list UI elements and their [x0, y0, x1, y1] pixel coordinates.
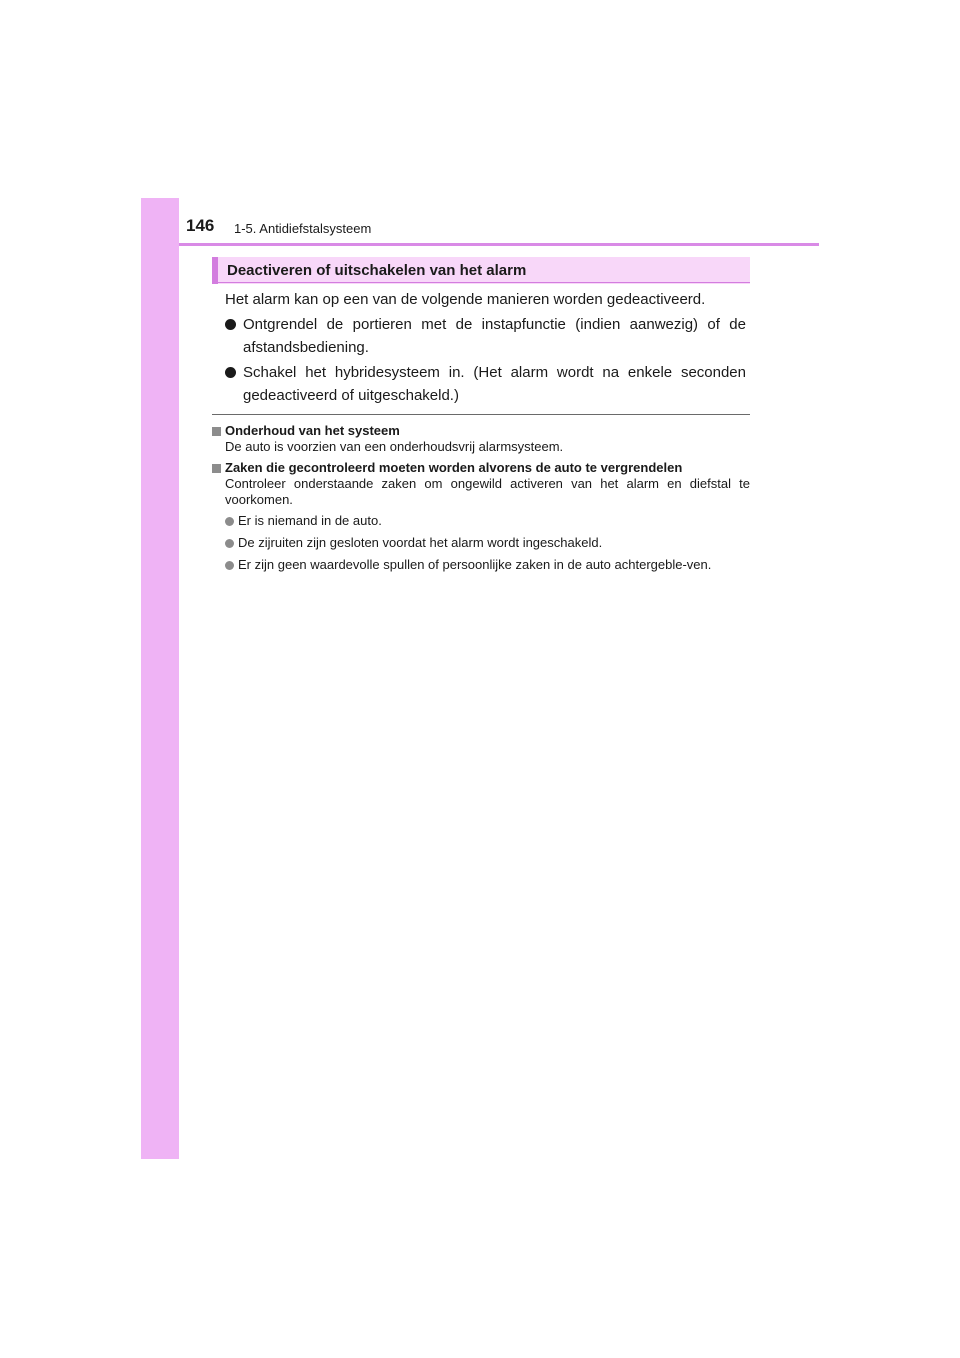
- list-item-text: De zijruiten zijn gesloten voordat het alarm wordt ingeschakeld.: [238, 535, 603, 550]
- square-bullet-icon: [212, 464, 221, 473]
- list-item: [225, 313, 746, 359]
- notes-divider: [212, 414, 750, 415]
- bullet-icon: [225, 561, 234, 570]
- list-item: [212, 535, 750, 551]
- header-divider: [179, 243, 819, 246]
- intro-paragraph: Het alarm kan op een van de volgende manieren worden gedeactiveerd.: [225, 291, 706, 308]
- bullet-icon: [225, 319, 236, 330]
- side-tab-strip: [141, 198, 179, 1159]
- square-bullet-icon: [212, 427, 221, 436]
- note-title-maintenance: [212, 423, 750, 439]
- bullet-icon: [225, 367, 236, 378]
- note-text-maintenance: De auto is voorzien van een onderhoudsvrij alarmsysteem.: [225, 439, 564, 454]
- section-heading-underline: [212, 282, 750, 283]
- section-heading-text: Deactiveren of uitschakelen van het alarm: [227, 262, 527, 279]
- section-body: [225, 288, 746, 409]
- list-item-text: Er is niemand in de auto.: [238, 513, 382, 528]
- bullet-icon: [225, 539, 234, 548]
- note-title-text: Zaken die gecontroleerd moeten worden alvorens de auto te vergrendelen: [225, 460, 683, 475]
- list-item: [212, 557, 750, 573]
- list-item: [225, 361, 746, 407]
- note-text-checks: Controleer onderstaande zaken om ongewild activeren van het alarm en diefstal te voorkomen.: [225, 476, 750, 507]
- list-item-text: Ontgrendel de portieren met de instapfunctie (indien aanwezig) of de afstandsbediening.: [243, 316, 746, 356]
- list-item-text: Er zijn geen waardevolle spullen of persoonlijke zaken in de auto achtergeble-ven.: [238, 557, 712, 572]
- section-heading: [212, 257, 750, 284]
- chapter-title: 1-5. Antidiefstalsysteem: [234, 221, 372, 236]
- note-title-checks: [212, 460, 750, 476]
- notes-section: [212, 423, 750, 579]
- list-item: [212, 513, 750, 529]
- bullet-icon: [225, 517, 234, 526]
- page-number: 146: [186, 216, 215, 235]
- note-title-text: Onderhoud van het systeem: [225, 423, 400, 438]
- list-item-text: Schakel het hybridesysteem in. (Het alarm wordt na enkele seconden gedeactiveerd of uitgeschakeld.): [243, 364, 746, 404]
